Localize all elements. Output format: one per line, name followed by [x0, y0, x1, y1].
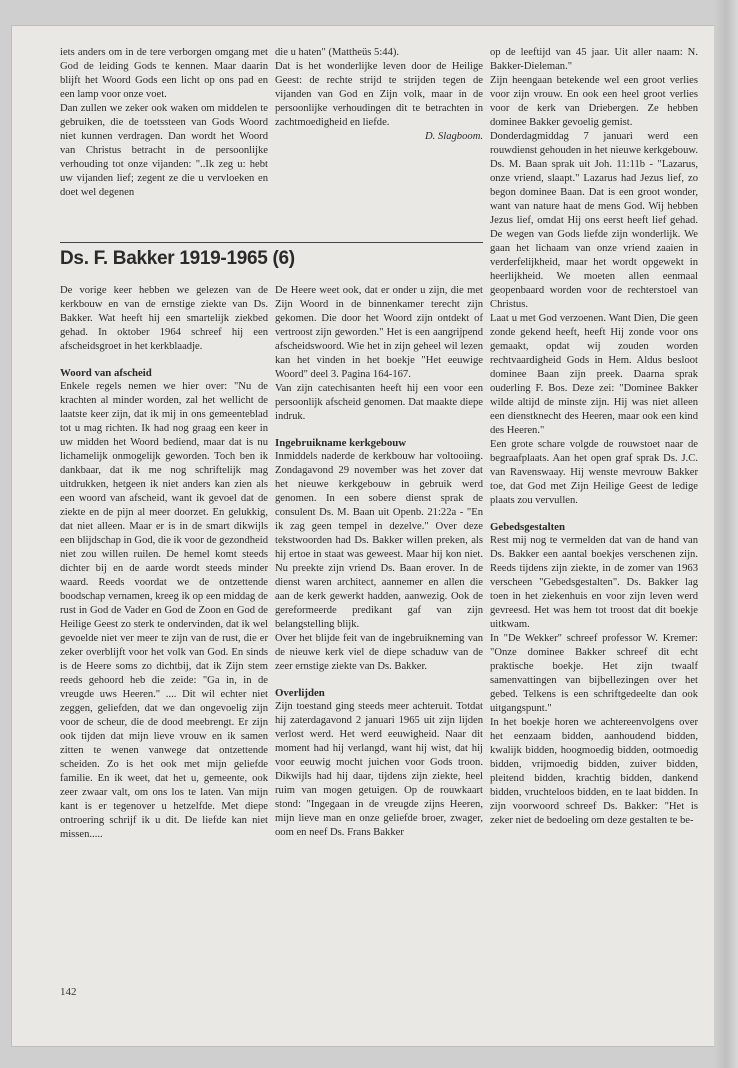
paragraph: Van zijn catechisanten heeft hij een voor een persoonlijk afscheid genomen. Dat maakte diepe indruk.	[275, 383, 483, 422]
section-heading-gebedsgestalten: Gebedsgestalten	[490, 521, 565, 533]
page-number: 142	[60, 986, 77, 998]
article-title: Ds. F. Bakker 1919-1965 (6)	[60, 248, 295, 269]
page-edge-shadow	[714, 0, 738, 1068]
section-heading-overlijden: Overlijden	[275, 687, 325, 699]
left-column	[60, 284, 268, 842]
paragraph: Rest mij nog te vermelden dat van de hand van Ds. Bakker een aantal boekjes verschenen zijn. Reeds tijdens zijn ziekte, in de zomer van 1963 verscheen "Gebedsgestalten". Ds. Bakker lag toen in het ziekenhuis en voor zijn leven werd gevreesd. Het was hem tot troost dat dit boekje uitkwam.	[490, 535, 698, 630]
paragraph: Inmiddels naderde de kerkbouw har voltooiing. Zondagavond 29 november was het zover dat het nieuwe kerkgebouw in gebruik werd genomen. In een sobere dienst sprak de consulent Ds. M. Baan uit Openb. 21:22a - "En ik zag geen tempel in dezelve." Over deze tekstwoorden had Ds. Bakker willen preken, als hij ertoe in staat was geweest. Maar hij kon niet. Nu preekte zijn vriend Ds. Baan erover. In de dienst waren architect, aannemer en allen die aan de kerk gewerkt hadden, aanwezig. Ook de gereformeerde predikant gaf van zijn belangstelling blijk.	[275, 451, 483, 630]
paragraph: Over het blijde feit van de ingebruikneming van de nieuwe kerk viel de diepe schaduw van de zeer ernstige ziekte van Ds. Bakker.	[275, 633, 483, 672]
paragraph: iets anders om in de tere verborgen omgang met God de leiding Gods te kennen. Maar daarin blijft het Woord Gods een licht op ons pad en een lamp voor onze voet.	[60, 47, 268, 100]
paragraph: Een grote schare volgde de rouwstoet naar de begraafplaats. Aan het open graf sprak Ds. J.C. van Ravenswaay. Hij wenste mevrouw Bakker toe, dat God met Zijn Heilige Geest de ledige plaats zou vervullen.	[490, 439, 698, 506]
section-heading-kerkgebouw: Ingebruikname kerkgebouw	[275, 437, 407, 449]
paragraph: op de leeftijd van 45 jaar. Uit aller naam: N. Bakker-Dieleman."	[490, 47, 698, 72]
paragraph: Zijn toestand ging steeds meer achteruit. Totdat hij zaterdagavond 2 januari 1965 uit zijn lijden verlost werd. Het werd eeuwigheid. Naar dit moment had hij verlangd, want hij wist, dat hij voor eeuwig mocht juichen voor Gods troon. Dikwijls had hij daar, tijdens zijn ziekte, heel ruim van mogen getuigen. Op de rouwkaart stond: "Ingegaan in de vreugde zijns Heeren, mijn lieve man en onze geliefde broer, zwager, oom en neef Ds. Frans Bakker	[275, 701, 483, 838]
middle-column	[275, 284, 483, 840]
author-signature: D. Slagboom.	[425, 131, 483, 142]
paragraph: Laat u met God verzoenen. Want Dien, Die geen zonde gekend heeft, heeft Hij zonde voor ons gemaakt, opdat wij zouden worden rechtvaardigheid Gods in Hem. Aldus besloot dominee Baan zijn preek. Daarna sprak ouderling F. Bos. Deze zei: "Dominee Bakker wilde altijd de minste zijn. Hij was niet alleen een dienstknecht des Heeren, maar ook een kind des Heeren."	[490, 313, 698, 436]
right-column	[490, 46, 698, 828]
section-divider	[60, 242, 483, 243]
paragraph: De vorige keer hebben we gelezen van de kerkbouw en van de ernstige ziekte van Ds. Bakker. Wat heeft hij een smartelijk ziekbed gehad. In oktober 1964 schreef hij een afscheidsgroet in het kerkblaadje.	[60, 285, 268, 352]
paragraph: In het boekje horen we achtereenvolgens over het eenzaam bidden, aanhoudend bidden, kwalijk bidden, hoogmoedig bidden, ootmoedig bidden, vrijmoedig bidden, zuiver bidden, pleitend bidden, krachtig bidden, dankend bidden, vruchteloos bidden, en te laat bidden. In zijn voorwoord schreef Ds. Bakker: "Het is zeker niet de bedoeling om deze gestalten te be-	[490, 717, 698, 826]
top-middle-column	[275, 46, 483, 144]
paragraph: die u haten" (Mattheüs 5:44).	[275, 47, 400, 58]
paragraph: Donderdagmiddag 7 januari werd een rouwdienst gehouden in het nieuwe kerkgebouw. Ds. M. Baan sprak uit Joh. 11:11b - "Lazarus, onze vriend, slaapt." Lazarus had Jezus lief, zo begon dominee Baan. Dat is een groot wonder, want van nature haat de mens God. Wij hebben Jezus lief, omdat Hij ons eerst heeft lief gehad. De wegen van Gods liefde zijn wonderlijk. We gaan het lichaam van onze vriend zaaien in verderfelijkheid, maar het wordt opgewekt in heerlijkheid. We moeten allen eenmaal geopenbaard worden voor de rechterstoel van Christus.	[490, 131, 698, 310]
paragraph: De Heere weet ook, dat er onder u zijn, die met Zijn Woord in de binnenkamer terecht zijn gekomen. Die door het Woord zijn ontdekt of vertroost zijn geworden." Het is een aangrijpend afscheidswoord. Wie het in zijn geheel wil lezen kan het vinden in het boekje "Het eeuwige Woord" deel 3. Pagina 164-167.	[275, 285, 483, 380]
top-left-column	[60, 46, 268, 200]
paragraph: Dan zullen we zeker ook waken om middelen te gebruiken, die de toetssteen van Gods Woord niet kunnen verdragen. Dan wordt het Woord van Christus betracht in de persoonlijke verhouding tot onze vijanden: "..Ik zeg u: hebt uw vijanden lief; zegent ze die u vervloeken en doet wel degenen	[60, 103, 268, 198]
paragraph: Enkele regels nemen we hier over: "Nu de krachten al minder worden, zal het wellicht de laatste keer zijn, dat ik mij in ons gemeenteblad tot u mag richten. Ik had nog graag een keer in uw midden het Woord bediend, maar dat is nu lichamelijk onmogelijk geworden. Toch ben ik dankbaar, dat ik me nog schriftelijk mag uitdrukken, hetgeen ik niet anders kan zien als een woord van afscheid, want ik gevoel dat de ziekte en de pijn al meer doorzet. En gelukkig, dat niet alleen. Maar er is in de smart dikwijls een blijdschap in God, die ik voor de gezondheid niet zou willen ruilen. De hemel komt steeds dichter bij en de aarde wordt steeds minder waard. Reeds voordat we de ontzettende boodschap vernamen, kreeg ik op een middag de rust in God de Vader en God de Zoon en God de Heilige Geest zo sterk te ondervinden, dat ik wel gevoelde niet ver meer te zijn van de rust, die er zeker overblijft voor het volk van God. En sinds is de Heere soms zo dichtbij, dat ik Zijn stem reeds gehoord heb die zeide: "Ga in, in de vreugde uws Heeren." .... Dit wil echter niet zeggen, geliefden, dat we dan ongevoelig zijn voor de scheur, die de dood meebrengt. Er zijn ook tijden dat mijn lieve vrouw en ik samen zitten te wenen vanwege dat ontzettende scheiden. Zo is het ook met mijn geliefde familie. En ik weet, dat het u, gemeente, ook zeer zwaar valt, om ons los te laten. Van mijn kant is er tegenover u hetzelfde. Met diepe ontroering schrijf ik u dit. De liefde kan niet missen.....	[60, 381, 268, 840]
paragraph: Dat is het wonderlijke leven door de Heilige Geest: de rechte strijd te strijden tegen de vijanden van God en Zijn volk, maar in de persoonlijke verhoudingen dit te betrachten in zachtmoedigheid en liefde.	[275, 61, 483, 128]
paragraph: Zijn heengaan betekende wel een groot verlies voor zijn vrouw. En ook een heel groot verlies voor de kerk van Driebergen. Ze hebben dominee Bakker gevoelig gemist.	[490, 75, 698, 128]
section-heading-afscheid: Woord van afscheid	[60, 367, 152, 379]
paragraph: In "De Wekker" schreef professor W. Kremer: "Onze dominee Bakker schreef dit echt praktische boekje. Het zijn twaalf samenvattingen van bijbellezingen over het gebed. Telkens is een schriftgedeelte dan ook uitgangspunt."	[490, 633, 698, 714]
